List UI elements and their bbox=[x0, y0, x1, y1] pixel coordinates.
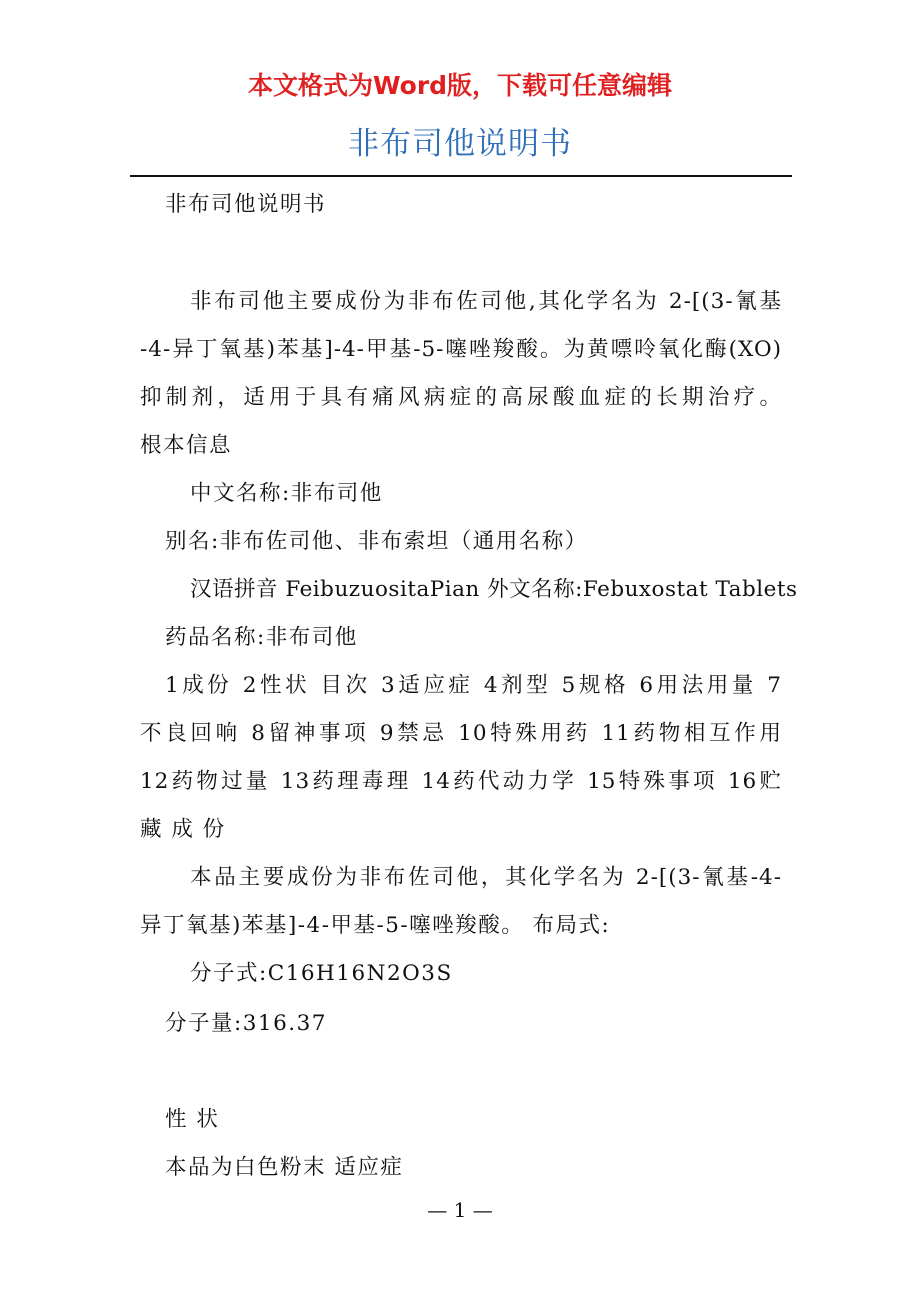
intro-line-2: -4-异丁氧基)苯基]-4-甲基-5-噻唑羧酸。为黄嘌呤氧化酶(XO) bbox=[140, 337, 782, 362]
intro-line-1: 非布司他主要成份为非布佐司他,其化学名为 2-[(3-氰基 bbox=[190, 289, 782, 314]
toc-line-3: 12药物过量 13药理毒理 14药代动力学 15特殊事项 16贮 bbox=[140, 769, 782, 794]
document-title: 非布司他说明书 bbox=[348, 126, 572, 162]
intro-line-3: 抑制剂，适用于具有痛风病症的高尿酸血症的长期治疗。 bbox=[140, 385, 782, 410]
intro-line-4: 根本信息 bbox=[140, 433, 233, 458]
composition-line-2: 异丁氧基)苯基]-4-甲基-5-噻唑羧酸。 布局式: bbox=[140, 913, 611, 938]
section-heading: 非布司他说明书 bbox=[165, 192, 327, 217]
composition-line-1: 本品主要成份为非布佐司他，其化学名为 2-[(3-氰基-4- bbox=[190, 865, 782, 890]
toc-line-2: 不良回响 8留神事项 9禁忌 10特殊用药 11药物相互作用 bbox=[140, 721, 782, 746]
pinyin-line: 汉语拼音 FeibuzuositaPian 外文名称:Febuxostat Tablets bbox=[190, 577, 798, 602]
format-notice-banner: 本文格式为Word版，下载可任意编辑 bbox=[247, 71, 673, 100]
properties-text: 本品为白色粉末 适应症 bbox=[165, 1155, 404, 1180]
toc-line-1: 1成份 2性状 目次 3适应症 4剂型 5规格 6用法用量 7 bbox=[165, 673, 782, 698]
drug-name-line: 药品名称:非布司他 bbox=[165, 625, 358, 650]
molecular-formula: 分子式:C16H16N2O3S bbox=[190, 961, 453, 986]
molecular-weight: 分子量:316.37 bbox=[165, 1011, 327, 1036]
title-divider bbox=[130, 175, 792, 177]
chinese-name: 中文名称:非布司他 bbox=[190, 481, 383, 506]
alias-line: 别名:非布佐司他、非布索坦（通用名称） bbox=[165, 529, 588, 554]
toc-line-4: 藏 成 份 bbox=[140, 817, 226, 842]
page-number: — 1 — bbox=[427, 1198, 493, 1222]
properties-heading: 性 状 bbox=[165, 1107, 220, 1132]
